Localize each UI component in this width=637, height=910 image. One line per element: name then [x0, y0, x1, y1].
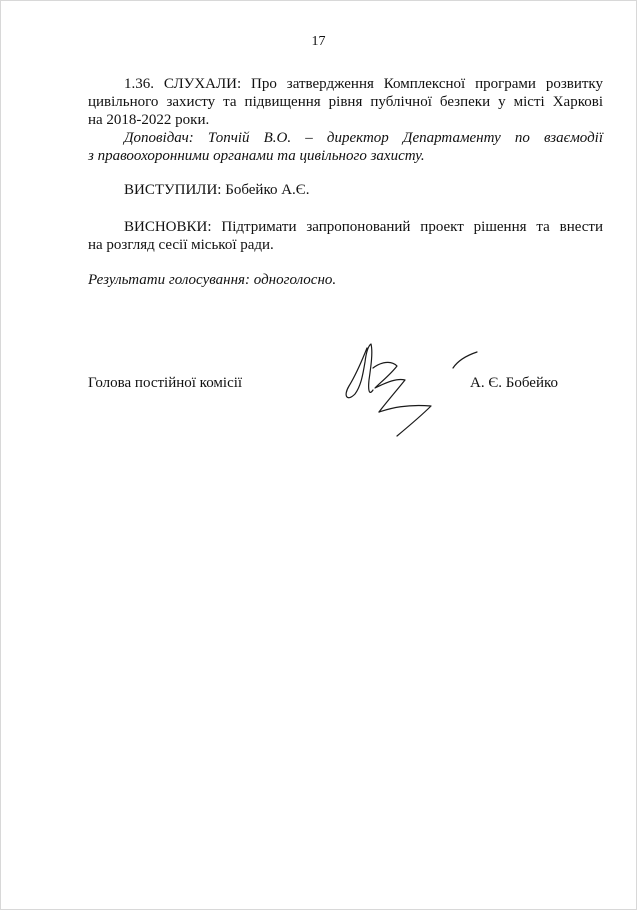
signature-name: А. Є. Бобейко — [470, 375, 558, 391]
voting-text: Результати голосування: одноголосно. — [88, 272, 337, 288]
signature-block — [88, 375, 603, 395]
conclusions-line-2: на розгляд сесії міської ради. — [88, 237, 274, 253]
voting-result — [88, 271, 603, 289]
speaker-line-1: Доповідач: Топчій В.О. – директор Департаменту по взаємодії — [124, 130, 603, 146]
heard-line-2: цивільного захисту та підвищення рівня публічної безпеки у місті Харкові — [88, 94, 603, 110]
heard-line-1: 1.36. СЛУХАЛИ: Про затвердження Комплексної програми розвитку — [124, 76, 603, 92]
speaker-line-2: з правоохоронними органами та цивільного захисту. — [88, 148, 425, 164]
speeches-section — [88, 181, 603, 199]
signature-title: Голова постійної комісії — [88, 375, 243, 391]
heard-section — [88, 75, 603, 165]
heard-line-3: на 2018-2022 роки. — [88, 112, 210, 128]
conclusions-line-1: ВИСНОВКИ: Підтримати запропонований проект рішення та внести — [124, 219, 603, 235]
page-number: 17 — [311, 34, 326, 49]
conclusions-section — [88, 218, 603, 254]
speeches-text: ВИСТУПИЛИ: Бобейко А.Є. — [124, 182, 310, 198]
